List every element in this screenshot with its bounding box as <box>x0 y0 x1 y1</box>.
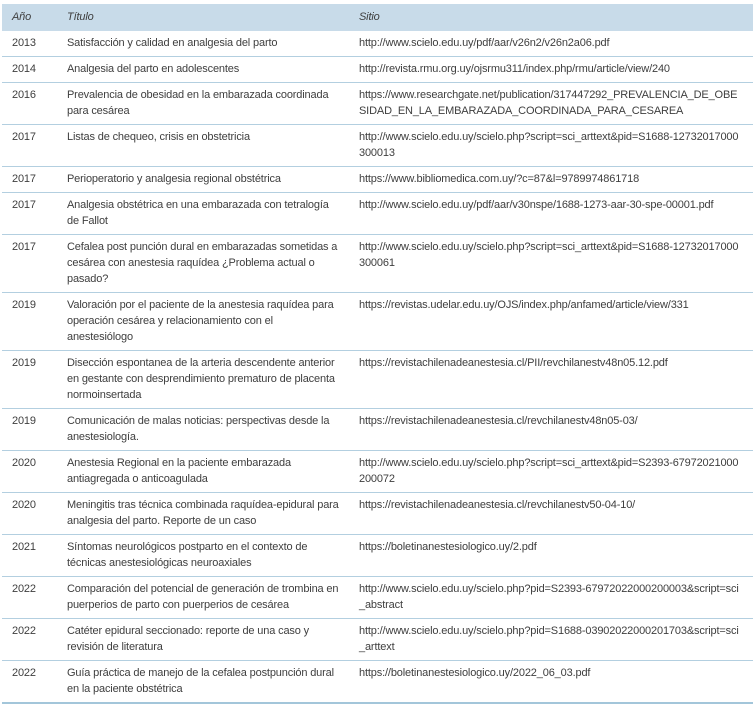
column-header-year: Año <box>12 11 32 23</box>
reference-title: Anestesia Regional en la paciente embarazada antiagregada o anticoagulada <box>67 457 291 485</box>
reference-url: https://revistas.udelar.edu.uy/OJS/index.php/anfamed/article/view/331 <box>359 299 689 311</box>
reference-year: 2019 <box>12 299 36 311</box>
references-table <box>2 4 753 704</box>
reference-title: Comparación del potencial de generación de trombina en puerperios de parto con puerperios de cesárea <box>67 583 339 611</box>
reference-year: 2017 <box>12 131 36 143</box>
reference-year: 2017 <box>12 241 36 253</box>
reference-title: Guía práctica de manejo de la cefalea postpunción dural en la paciente obstétrica <box>67 667 334 695</box>
table-row <box>2 661 753 704</box>
table-row <box>2 577 753 619</box>
reference-url: https://revistachilenadeanestesia.cl/revchilanestv48n05-03/ <box>359 415 638 427</box>
reference-url: https://www.bibliomedica.com.uy/?c=87&l=9789974861718 <box>359 173 640 185</box>
reference-year: 2020 <box>12 499 36 511</box>
column-header-title: Título <box>67 11 94 23</box>
reference-url: http://www.scielo.edu.uy/scielo.php?pid=S1688-03902022000201703&script=sci_arttext <box>359 625 739 653</box>
reference-title: Prevalencia de obesidad en la embarazada coordinada para cesárea <box>67 89 329 117</box>
reference-title: Perioperatorio y analgesia regional obstétrica <box>67 173 281 185</box>
table-row <box>2 451 753 493</box>
table-row <box>2 409 753 451</box>
table-row <box>2 31 753 57</box>
reference-year: 2013 <box>12 37 36 49</box>
reference-year: 2014 <box>12 63 36 75</box>
reference-url: https://revistachilenadeanestesia.cl/revchilanestv50-04-10/ <box>359 499 636 511</box>
reference-url: https://revistachilenadeanestesia.cl/PII/revchilanestv48n05.12.pdf <box>359 357 668 369</box>
reference-year: 2016 <box>12 89 36 101</box>
reference-year: 2022 <box>12 625 36 637</box>
table-row <box>2 57 753 83</box>
table-row <box>2 535 753 577</box>
table-row <box>2 167 753 193</box>
reference-url: http://www.scielo.edu.uy/pdf/aar/v26n2/v26n2a06.pdf <box>359 37 610 49</box>
table-row <box>2 619 753 661</box>
reference-title: Analgesia obstétrica en una embarazada con tetralogía de Fallot <box>67 199 329 227</box>
reference-title: Valoración por el paciente de la anestesia raquídea para operación cesárea y relacionamiento con el anestesiólogo <box>67 299 334 343</box>
table-row <box>2 125 753 167</box>
reference-title: Cefalea post punción dural en embarazadas sometidas a cesárea con anestesia raquídea ¿Problema actual o pasado? <box>67 241 338 285</box>
reference-year: 2022 <box>12 583 36 595</box>
reference-title: Meningitis tras técnica combinada raquídea-epidural para analgesia del parto. Reporte de un caso <box>67 499 339 527</box>
table-header-row <box>2 4 753 31</box>
reference-title: Síntomas neurológicos postparto en el contexto de técnicas anestesiológicas neuroaxiales <box>67 541 308 569</box>
reference-title: Disección espontanea de la arteria descendente anterior en gestante con desprendimiento prematuro de placenta normoinsertada <box>67 357 335 401</box>
reference-title: Analgesia del parto en adolescentes <box>67 63 240 75</box>
reference-year: 2022 <box>12 667 36 679</box>
column-header-site: Sitio <box>359 11 380 23</box>
reference-year: 2017 <box>12 199 36 211</box>
reference-title: Listas de chequeo, crisis en obstetricia <box>67 131 250 143</box>
references-table-body <box>2 31 753 704</box>
reference-year: 2020 <box>12 457 36 469</box>
reference-year: 2019 <box>12 415 36 427</box>
reference-url: http://www.scielo.edu.uy/scielo.php?script=sci_arttext&pid=S2393-67972021000200072 <box>359 457 739 485</box>
reference-url: http://www.scielo.edu.uy/pdf/aar/v30nspe/1688-1273-aar-30-spe-00001.pdf <box>359 199 714 211</box>
table-row <box>2 235 753 293</box>
reference-url: http://revista.rmu.org.uy/ojsrmu311/index.php/rmu/article/view/240 <box>359 63 670 75</box>
reference-title: Satisfacción y calidad en analgesia del parto <box>67 37 278 49</box>
reference-year: 2019 <box>12 357 36 369</box>
reference-url: http://www.scielo.edu.uy/scielo.php?script=sci_arttext&pid=S1688-12732017000300061 <box>359 241 739 269</box>
reference-url: http://www.scielo.edu.uy/scielo.php?script=sci_arttext&pid=S1688-12732017000300013 <box>359 131 739 159</box>
reference-title: Comunicación de malas noticias: perspectivas desde la anestesiología. <box>67 415 330 443</box>
table-row <box>2 293 753 351</box>
reference-title: Catéter epidural seccionado: reporte de una caso y revisión de literatura <box>67 625 309 653</box>
reference-year: 2017 <box>12 173 36 185</box>
reference-url: https://www.researchgate.net/publication/317447292_PREVALENCIA_DE_OBESIDAD_EN_LA_EMBARAZADA_COORDINADA_PARA_CESAREA <box>359 89 738 117</box>
reference-url: http://www.scielo.edu.uy/scielo.php?pid=S2393-67972022000200003&script=sci_abstract <box>359 583 739 611</box>
table-row <box>2 351 753 409</box>
table-row <box>2 193 753 235</box>
reference-url: https://boletinanestesiologico.uy/2.pdf <box>359 541 537 553</box>
table-row <box>2 493 753 535</box>
reference-year: 2021 <box>12 541 36 553</box>
table-row <box>2 83 753 125</box>
reference-url: https://boletinanestesiologico.uy/2022_06_03.pdf <box>359 667 591 679</box>
